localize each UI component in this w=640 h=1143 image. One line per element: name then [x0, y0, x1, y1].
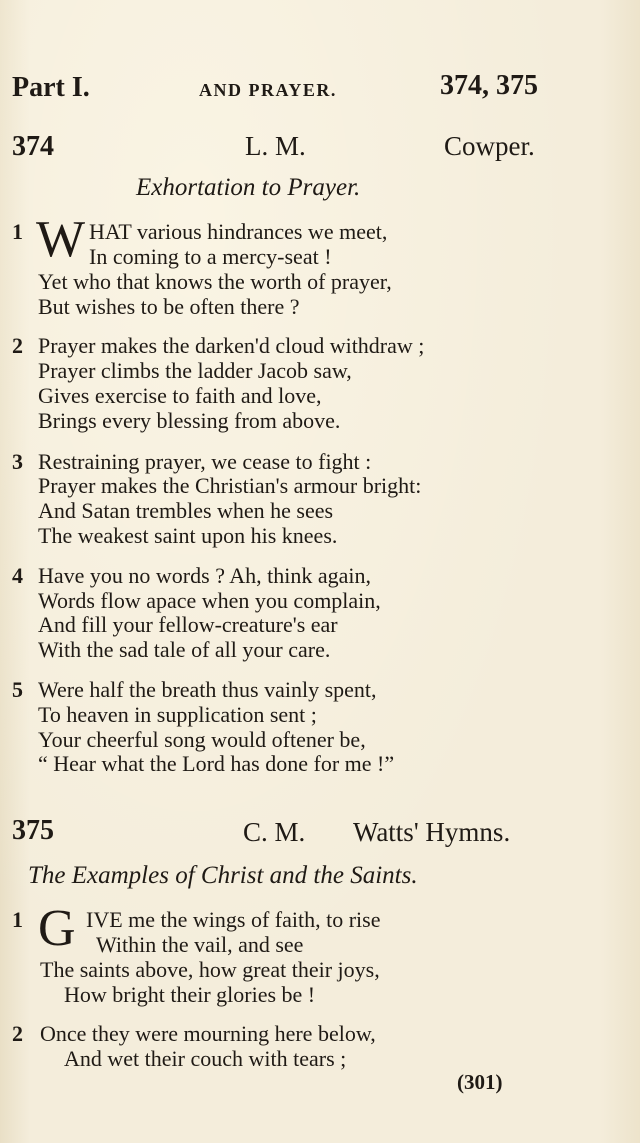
verse-line: The saints above, how great their joys, — [40, 957, 380, 982]
verse-line: The weakest saint upon his knees. — [38, 523, 338, 548]
verse-line: Once they were mourning here below, — [40, 1021, 376, 1046]
verse-line: HAT various hindrances we meet, — [89, 219, 388, 244]
verse-line: To heaven in supplication sent ; — [38, 702, 317, 727]
verse-line: Prayer makes the darken'd cloud withdraw ; — [38, 333, 425, 358]
verse-line: IVE me the wings of faith, to rise — [86, 907, 381, 932]
verse-number: 1 — [12, 907, 23, 932]
verse-line: And fill your fellow-creature's ear — [38, 612, 338, 637]
verse-line: Have you no words ? Ah, think again, — [38, 563, 371, 588]
verse-line: But wishes to be often there ? — [38, 294, 300, 319]
verse-number: 1 — [12, 219, 23, 244]
verse-line: In coming to a mercy-seat ! — [89, 244, 332, 269]
verse-line: Words flow apace when you complain, — [38, 588, 381, 613]
page-number: (301) — [457, 1070, 503, 1094]
verse-line: How bright their glories be ! — [64, 982, 316, 1007]
hymn-375-title: The Examples of Christ and the Saints. — [28, 862, 418, 889]
verse-number: 2 — [12, 333, 23, 358]
header-hymn-numbers: 374, 375 — [440, 70, 538, 101]
header-part: Part I. — [12, 72, 90, 103]
verse-line: Yet who that knows the worth of prayer, — [38, 269, 392, 294]
verse-line: “ Hear what the Lord has done for me !” — [38, 751, 395, 776]
verse-line: Prayer climbs the ladder Jacob saw, — [38, 358, 352, 383]
hymn-374-title: Exhortation to Prayer. — [136, 174, 361, 201]
verse-number: 4 — [12, 563, 23, 588]
verse-line: Within the vail, and see — [96, 932, 304, 957]
verse-line: Gives exercise to faith and love, — [38, 383, 322, 408]
verse-line: And wet their couch with tears ; — [64, 1046, 347, 1071]
verse-number: 5 — [12, 677, 23, 702]
hymn-374-meter: L. M. — [245, 131, 306, 161]
verse-line: Were half the breath thus vainly spent, — [38, 677, 377, 702]
verse-line: Brings every blessing from above. — [38, 408, 341, 433]
verse-line: Prayer makes the Christian's armour bright: — [38, 473, 422, 498]
verse-line: Your cheerful song would oftener be, — [38, 727, 366, 752]
hymn-375-number: 375 — [12, 815, 54, 846]
verse-line: With the sad tale of all your care. — [38, 637, 331, 662]
verse-number: 3 — [12, 449, 23, 474]
verse-number: 2 — [12, 1021, 23, 1046]
hymn-374-author: Cowper. — [444, 131, 535, 161]
drop-cap: W — [36, 211, 86, 268]
verse-line: Restraining prayer, we cease to fight : — [38, 449, 372, 474]
hymn-374-number: 374 — [12, 131, 54, 162]
verse-line: And Satan trembles when he sees — [38, 498, 334, 523]
hymn-375-meter: C. M. — [243, 817, 306, 847]
drop-cap: G — [38, 900, 76, 957]
header-section-title: AND PRAYER. — [199, 80, 337, 100]
hymn-375-author: Watts' Hymns. — [353, 817, 511, 847]
